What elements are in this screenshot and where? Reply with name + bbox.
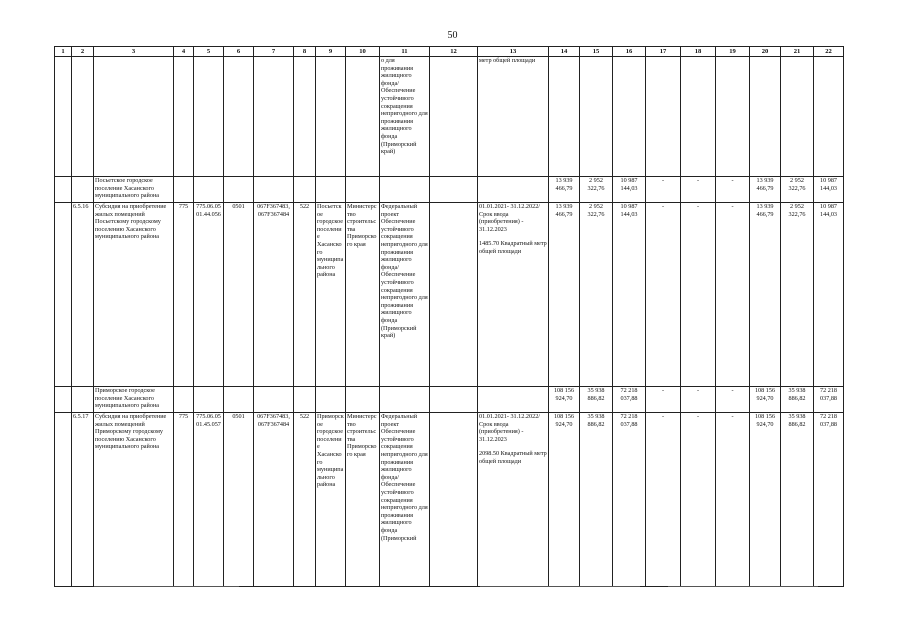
header-cell: 22	[814, 47, 844, 57]
header-cell: 13	[478, 47, 549, 57]
item-number-cell: 6.5.16	[72, 203, 94, 387]
recipient-cell: Посьетское городское поселение Хасанского муниципального района	[316, 203, 346, 387]
amount-cell: -	[646, 413, 681, 587]
header-cell: 2	[72, 47, 94, 57]
table-row	[55, 413, 844, 587]
administrator-cell: Министерство строительства Приморского края	[346, 203, 380, 387]
program-name-cell: Федеральный проект Обеспечение устойчивого сокращения непригодного для проживания жилищного фонда/Обеспечение устойчивого сокращения непригодного для проживания жилищного фонда (Приморский	[380, 413, 430, 587]
code-cell: 0501	[224, 203, 254, 387]
amount-cell: -	[646, 177, 681, 203]
amount-cell: 13 939 466,79	[549, 177, 580, 203]
period-text: 01.01.2021- 31.12.2022/ Срок ввода (приобретения) - 31.12.2023	[479, 413, 541, 443]
header-cell: 19	[716, 47, 750, 57]
amount-cell: 10 987 144,03	[814, 177, 844, 203]
amount-cell: 108 156 924,70	[750, 387, 781, 413]
table-row	[55, 203, 844, 387]
amount-cell: -	[681, 387, 716, 413]
amount-cell: 2 952 322,76	[580, 177, 613, 203]
header-cell: 14	[549, 47, 580, 57]
header-cell: 5	[194, 47, 224, 57]
header-cell: 10	[346, 47, 380, 57]
header-cell: 11	[380, 47, 430, 57]
amount-cell: 13 939 466,79	[549, 203, 580, 387]
header-cell: 4	[174, 47, 194, 57]
recipient-cell: Приморское городское поселение Хасанского муниципального района	[316, 413, 346, 587]
header-cell: 21	[781, 47, 814, 57]
header-cell: 16	[613, 47, 646, 57]
amount-cell: 72 218 037,88	[613, 387, 646, 413]
amount-cell: -	[646, 387, 681, 413]
administrator-cell: Министерство строительства Приморского края	[346, 413, 380, 587]
amount-cell: 35 938 886,82	[781, 413, 814, 587]
code-cell: 775	[174, 413, 194, 587]
amount-cell: -	[681, 413, 716, 587]
amount-cell: 72 218 037,88	[613, 413, 646, 587]
scan-line	[668, 586, 818, 587]
header-cell: 15	[580, 47, 613, 57]
code-cell: 522	[294, 203, 316, 387]
item-number-cell: 6.5.17	[72, 413, 94, 587]
amount-cell: -	[681, 177, 716, 203]
municipality-name-cell: Посьетское городское поселение Хасанского муниципального района	[94, 177, 174, 203]
amount-cell: 35 938 886,82	[781, 387, 814, 413]
header-cell: 1	[55, 47, 72, 57]
amount-cell: 35 938 886,82	[580, 413, 613, 587]
amount-cell: 10 987 144,03	[613, 177, 646, 203]
scan-line	[480, 586, 640, 587]
amount-cell: -	[716, 413, 750, 587]
budget-table	[54, 46, 844, 587]
amount-cell: 2 952 322,76	[580, 203, 613, 387]
amount-cell: 72 218 037,88	[814, 387, 844, 413]
program-name-cell: Федеральный проект Обеспечение устойчивого сокращения непригодного для проживания жилищного фонда/Обеспечение устойчивого сокращения непригодного для проживания жилищного фонда (Приморский край)	[380, 203, 430, 387]
continuation-row	[55, 57, 844, 177]
code-cell: 067F367483, 067F367484	[254, 413, 294, 587]
result-cell	[478, 203, 549, 387]
amount-cell: 2 952 322,76	[781, 177, 814, 203]
amount-cell: -	[716, 387, 750, 413]
header-cell: 20	[750, 47, 781, 57]
amount-cell: 13 939 466,79	[750, 203, 781, 387]
header-row	[55, 47, 844, 57]
subtotal-row	[55, 387, 844, 413]
result-value-text: 2098.50 Квадратный метр общей площади	[479, 450, 547, 465]
amount-cell: -	[716, 177, 750, 203]
amount-cell: 35 938 886,82	[580, 387, 613, 413]
program-name-cell: о для проживания жилищного фонда/Обеспечение устойчивого сокращения непригодного для проживания жилищного фонда (Приморский край)	[380, 57, 430, 177]
amount-cell: -	[716, 203, 750, 387]
result-value-text: 1485.70 Квадратный метр общей площади	[479, 240, 547, 255]
header-cell: 8	[294, 47, 316, 57]
code-cell: 067F367483, 067F367484	[254, 203, 294, 387]
result-cell: метр общей площади	[478, 57, 549, 177]
amount-cell: 10 987 144,03	[613, 203, 646, 387]
amount-cell: 72 218 037,88	[814, 413, 844, 587]
code-cell: 0501	[224, 413, 254, 587]
amount-cell: 108 156 924,70	[549, 387, 580, 413]
amount-cell: 10 987 144,03	[814, 203, 844, 387]
page-number: 50	[447, 30, 458, 41]
code-cell: 775.06.0501.44.056	[194, 203, 224, 387]
scan-line	[94, 586, 239, 587]
header-cell: 3	[94, 47, 174, 57]
period-text: 01.01.2021- 31.12.2022/ Срок ввода (приобретения) - 31.12.2023	[479, 203, 541, 233]
municipality-name-cell: Приморское городское поселение Хасанского муниципального района	[94, 387, 174, 413]
amount-cell: 13 939 466,79	[750, 177, 781, 203]
amount-cell: -	[646, 203, 681, 387]
header-cell: 17	[646, 47, 681, 57]
header-cell: 12	[430, 47, 478, 57]
header-cell: 9	[316, 47, 346, 57]
result-cell	[478, 413, 549, 587]
amount-cell: 108 156 924,70	[750, 413, 781, 587]
header-cell: 18	[681, 47, 716, 57]
amount-cell: 2 952 322,76	[781, 203, 814, 387]
item-name-cell: Субсидия на приобретение жилых помещений Приморскому городскому поселению Хасанского муниципального района	[94, 413, 174, 587]
code-cell: 522	[294, 413, 316, 587]
code-cell: 775.06.0501.45.057	[194, 413, 224, 587]
header-cell: 6	[224, 47, 254, 57]
amount-cell: -	[681, 203, 716, 387]
amount-cell: 108 156 924,70	[549, 413, 580, 587]
item-name-cell: Субсидия на приобретение жилых помещений Посьетскому городскому поселению Хасанского муниципального района	[94, 203, 174, 387]
subtotal-row	[55, 177, 844, 203]
header-cell: 7	[254, 47, 294, 57]
code-cell: 775	[174, 203, 194, 387]
